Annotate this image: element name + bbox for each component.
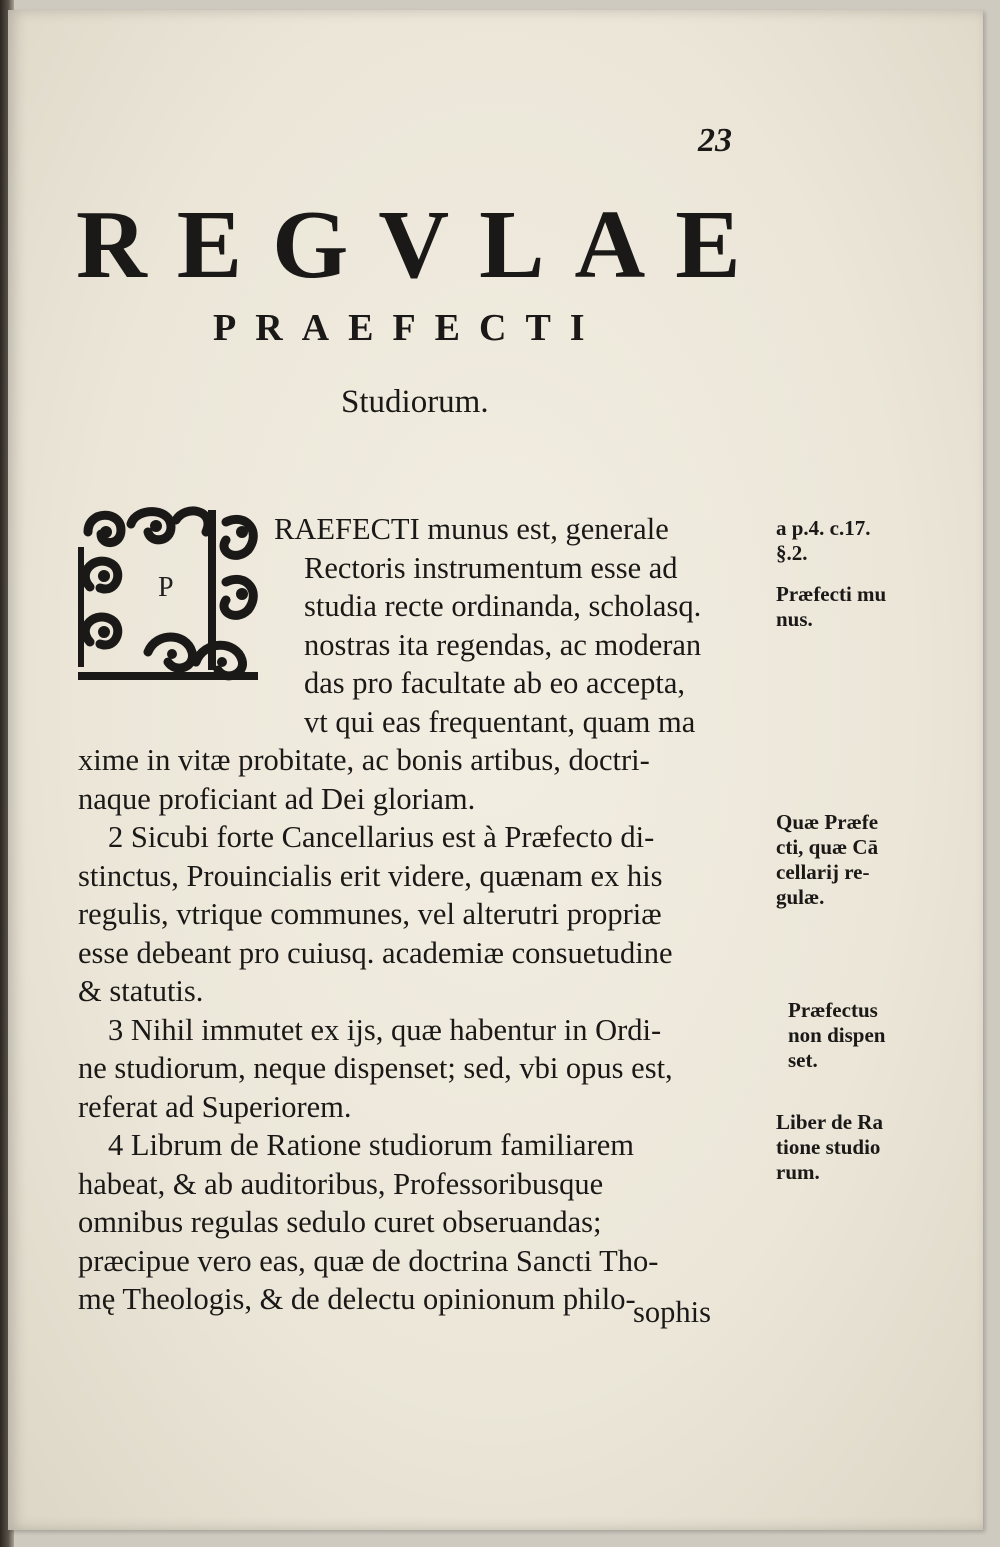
text-line: RAEFECTI munus est, generale: [274, 512, 669, 546]
margin-note-line: §.2.: [776, 541, 808, 565]
text-line: 2 Sicubi forte Cancellarius est à Præfecto di-: [108, 820, 655, 854]
text-line: ne studiorum, neque dispenset; sed, vbi opus est,: [78, 1051, 673, 1085]
page-subtitle: PRAEFECTI: [213, 307, 604, 349]
margin-note-line: Præfectus: [788, 998, 878, 1022]
text-line: 3 Nihil immutet ex ijs, quæ habentur in Ordi-: [108, 1012, 662, 1047]
margin-note-line: nus.: [776, 607, 813, 631]
paragraph-3: [78, 1011, 768, 1127]
text-line: mę Theologis, & de delectu opinionum philo-: [78, 1282, 636, 1316]
margin-note-regulae: [776, 810, 936, 910]
text-line: referat ad Superiorem.: [78, 1089, 352, 1124]
paragraph-1-lead: [78, 510, 768, 741]
book-page: [8, 10, 983, 1530]
initial-letter: P: [158, 572, 174, 603]
paragraph-1-rest: [78, 741, 768, 818]
margin-note-line: Liber de Ra: [776, 1110, 883, 1134]
margin-note-line: gulæ.: [776, 885, 825, 909]
margin-note-line: Præfecti mu: [776, 582, 887, 606]
page-number: 23: [698, 122, 732, 159]
text-line: naque proficiant ad Dei gloriam.: [78, 781, 476, 816]
margin-note-line: non dispen: [788, 1023, 886, 1047]
margin-note-line: cti, quæ Cā: [776, 835, 879, 859]
text-line: das pro facultate ab eo accepta,: [304, 666, 686, 700]
margin-note-reference: [776, 516, 936, 566]
text-line: omnibus regulas sedulo curet obseruandas;: [78, 1205, 602, 1239]
margin-note-line: rum.: [776, 1160, 820, 1184]
text-line: vt qui eas frequentant, quam ma: [304, 704, 696, 739]
page-title: REGVLAE: [76, 191, 771, 299]
paragraph-4: [78, 1126, 768, 1319]
margin-note-line: cellarij re-: [776, 860, 870, 884]
margin-note-line: Quæ Præfe: [776, 810, 879, 834]
margin-note-non-dispenset: [788, 998, 948, 1073]
catchword: sophis: [633, 1295, 711, 1329]
text-line: habeat, & ab auditoribus, Professoribusque: [78, 1166, 604, 1201]
text-line: & statutis.: [78, 974, 204, 1008]
text-line: stinctus, Prouincialis erit videre, quænam ex his: [78, 858, 663, 893]
margin-note-line: set.: [788, 1048, 818, 1072]
text-line: nostras ita regendas, ac moderan: [304, 627, 702, 662]
text-line: esse debeant pro cuiusq. academiæ consuetudine: [78, 935, 673, 970]
text-line: præcipue vero eas, quæ de doctrina Sancti Tho-: [78, 1243, 659, 1278]
margin-note-line: tione studio: [776, 1135, 881, 1159]
section-heading: Studiorum.: [341, 384, 489, 420]
text-line: 4 Librum de Ratione studiorum familiarem: [108, 1128, 635, 1162]
text-line: regulis, vtrique communes, vel alterutri propriæ: [78, 897, 662, 931]
paragraph-2: [78, 818, 768, 1011]
body-text: [78, 510, 768, 1319]
margin-note-liber: [776, 1110, 936, 1185]
margin-note-line: a p.4. c.17.: [776, 516, 871, 540]
text-line: studia recte ordinanda, scholasq.: [304, 589, 702, 623]
text-line: xime in vitæ probitate, ac bonis artibus, doctri-: [78, 743, 650, 777]
text-line: Rectoris instrumentum esse ad: [304, 550, 678, 585]
margin-note-praefecti-munus: [776, 582, 936, 632]
